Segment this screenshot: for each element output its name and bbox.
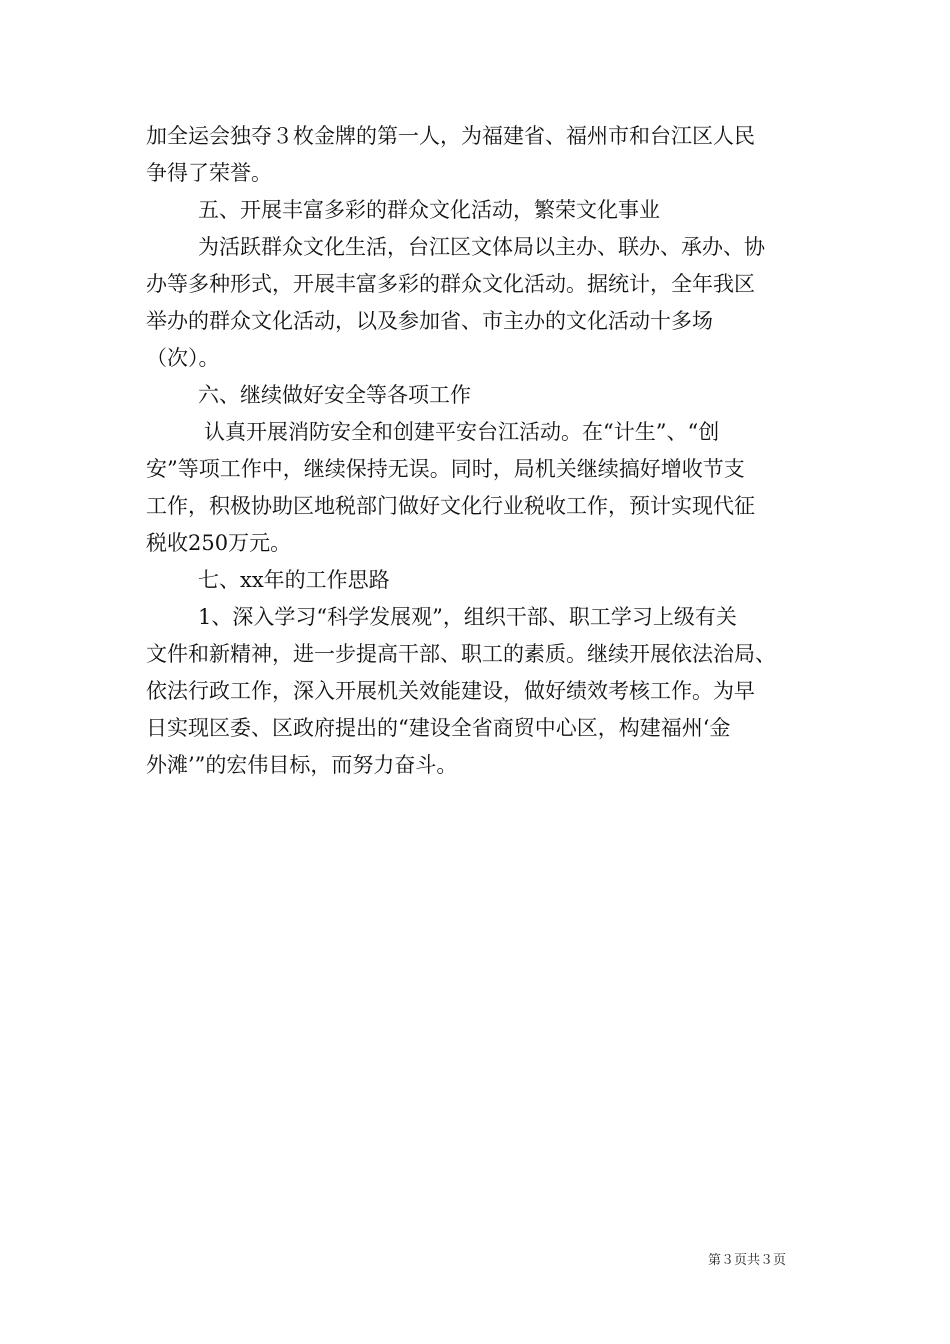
paragraph-line: 安”等项工作中，继续保持无误。同时，局机关继续搞好增收节支 — [146, 457, 745, 481]
page-number-footer: 第３页共３页 — [708, 1253, 787, 1268]
paragraph-line: 办等多种形式，开展丰富多彩的群众文化活动。据统计，全年我区 — [146, 272, 755, 296]
section-heading: 五、开展丰富多彩的群众文化活动，繁荣文化事业 — [198, 198, 660, 222]
paragraph-line: 加全运会独夺３枚金牌的第一人，为福建省、福州市和台江区人民 — [146, 124, 755, 148]
section-heading: 七、xx年的工作思路 — [198, 568, 390, 592]
paragraph-line: 认真开展消防安全和创建平安台江活动。在“计生”、“创 — [204, 420, 720, 444]
section-heading: 六、继续做好安全等各项工作 — [198, 383, 471, 407]
paragraph-line: 工作，积极协助区地税部门做好文化行业税收工作，预计实现代征 — [146, 494, 755, 518]
paragraph-line: 税收250万元。 — [146, 531, 292, 555]
paragraph-line: 依法行政工作，深入开展机关效能建设，做好绩效考核工作。为早 — [146, 679, 755, 703]
document-body — [146, 118, 808, 784]
paragraph-line: 外滩’”的宏伟目标，而努力奋斗。 — [146, 753, 458, 777]
paragraph-line: （次）。 — [146, 346, 220, 370]
paragraph-line: 为活跃群众文化生活，台江区文体局以主办、联办、承办、协 — [198, 235, 765, 259]
paragraph-line: 举办的群众文化活动，以及参加省、市主办的文化活动十多场 — [146, 309, 713, 333]
paragraph-line: 1、深入学习“科学发展观”，组织干部、职工学习上级有关 — [198, 605, 737, 629]
paragraph-line: 日实现区委、区政府提出的“建设全省商贸中心区，构建福州‘金 — [146, 716, 731, 740]
paragraph-line: 文件和新精神，进一步提高干部、职工的素质。继续开展依法治局、 — [146, 642, 776, 666]
paragraph-line: 争得了荣誉。 — [146, 161, 272, 185]
